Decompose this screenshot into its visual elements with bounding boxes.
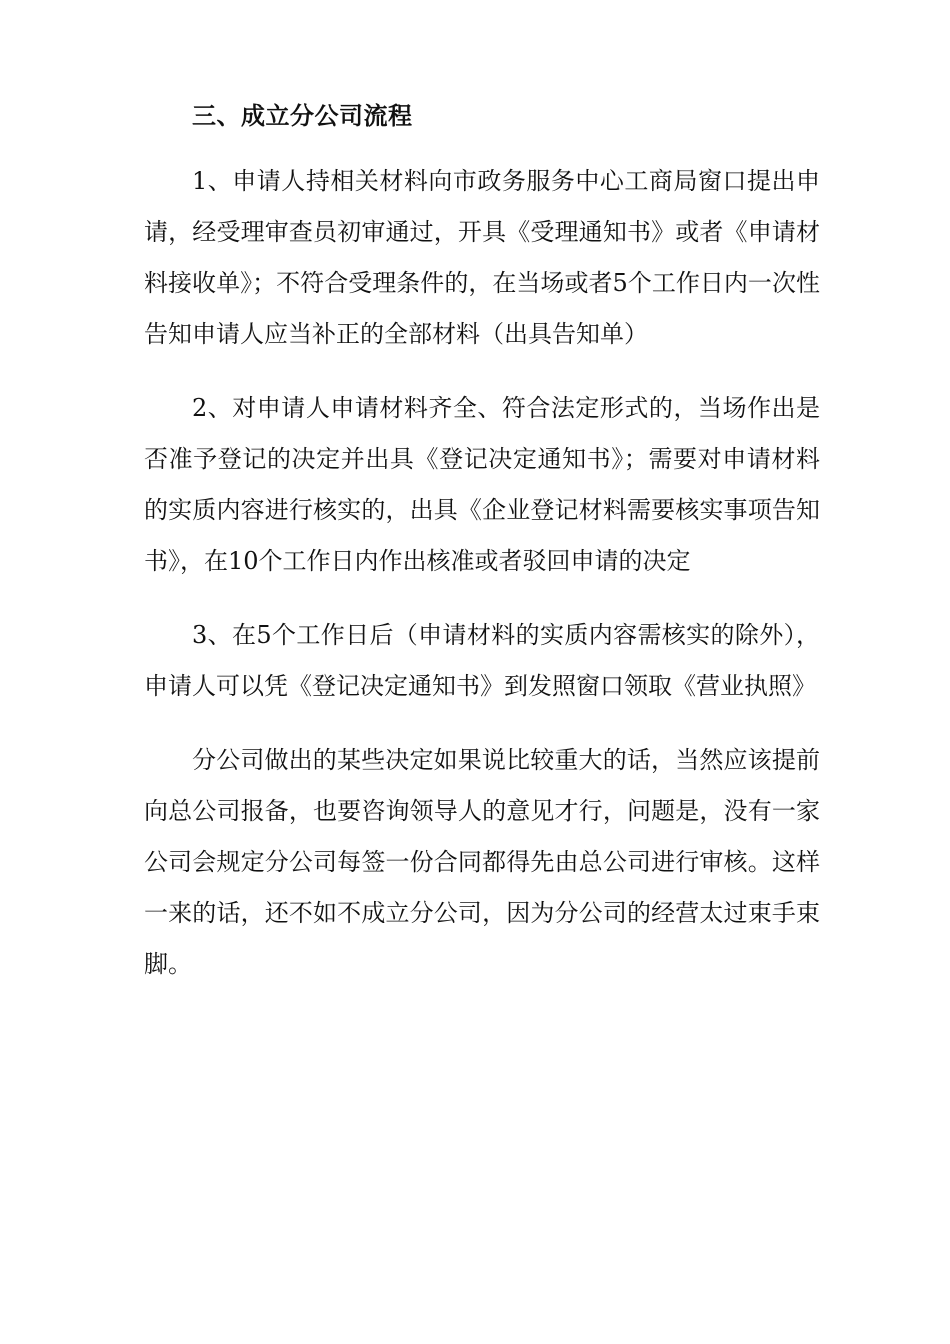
paragraph-step-2: 2、对申请人申请材料齐全、符合法定形式的，当场作出是否准予登记的决定并出具《登记决定通知书》；需要对申请材料的实质内容进行核实的，出具《企业登记材料需要核实事项告知书》，在10个工作日内作出核准或者驳回申请的决定: [144, 394, 820, 575]
paragraph-note: 分公司做出的某些决定如果说比较重大的话，当然应该提前向总公司报备，也要咨询领导人的意见才行，问题是，没有一家公司会规定分公司每签一份合同都得先由总公司进行审核。这样一来的话，还不如不成立分公司，因为分公司的经营太过束手束脚。: [144, 746, 820, 978]
spacer: [144, 136, 820, 156]
paragraph-step-1: 1、申请人持相关材料向市政务服务中心工商局窗口提出申请，经受理审查员初审通过，开具《受理通知书》或者《申请材料接收单》；不符合受理条件的，在当场或者5个工作日内一次性告知申请人应当补正的全部材料（出具告知单）: [144, 167, 820, 348]
paragraph-step-3: 3、在5个工作日后（申请材料的实质内容需核实的除外），申请人可以凭《登记决定通知书》到发照窗口领取《营业执照》: [144, 621, 820, 700]
section-heading: 三、成立分公司流程: [192, 101, 413, 130]
spacer: [144, 587, 820, 610]
spacer: [144, 360, 820, 383]
document-page: [144, 96, 820, 990]
spacer: [144, 712, 820, 735]
